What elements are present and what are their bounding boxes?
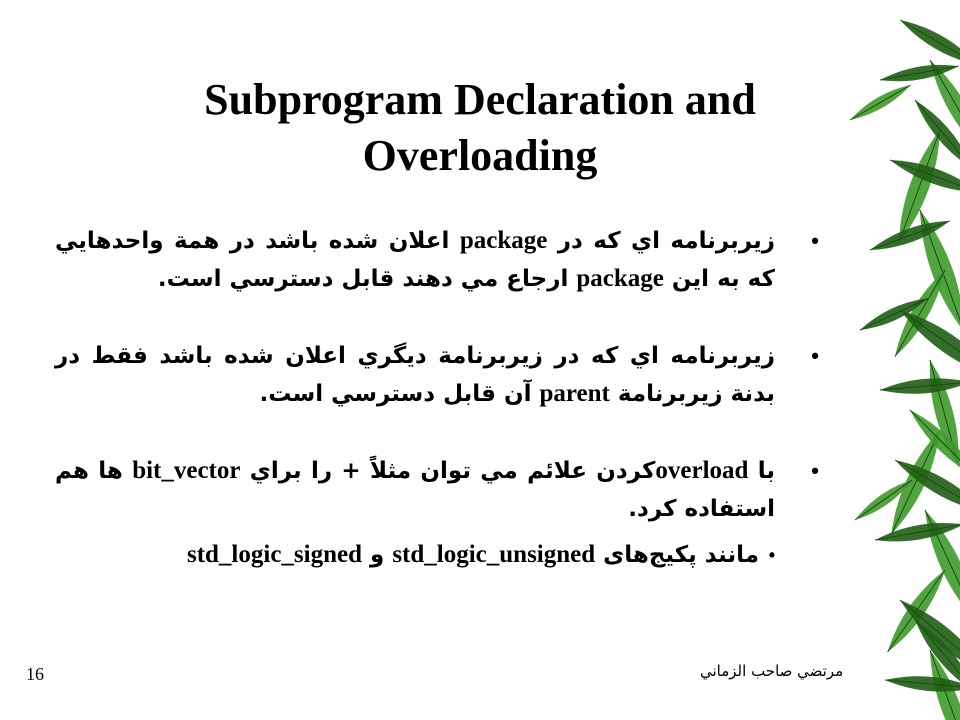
slide-title: Subprogram Declaration and Overloading xyxy=(204,75,756,180)
footer-author: مرتضي صاحب الزماني xyxy=(700,662,844,680)
bullet-text: زيربرنامه اي كه در xyxy=(547,228,775,254)
bullet-dot-icon: • xyxy=(811,458,819,483)
bullet-text: و xyxy=(362,542,393,568)
bullet-item xyxy=(55,337,825,413)
page-number: 16 xyxy=(26,664,44,684)
bullet-term: parent xyxy=(539,380,610,407)
bamboo-leaves-icon xyxy=(780,0,960,720)
sub-bullet-item xyxy=(55,536,825,574)
bullet-text: ها هم استفاده كرد. xyxy=(55,458,775,522)
bullet-text: مانند پكيج‌هاى xyxy=(595,542,759,568)
bullet-term: package xyxy=(576,265,664,292)
bullet-text: زيربرنامه اي كه در زيربرنامة ديگري اعلان شده باشد فقط در بدنة زيربرنامة xyxy=(55,343,775,407)
bullet-dot-icon: • xyxy=(811,343,819,368)
bullet-term: overload xyxy=(655,457,749,484)
bullet-text: با xyxy=(748,458,775,484)
bullet-text: اعلان شده باشد در همة واحدهايي كه به اين xyxy=(55,228,775,292)
bullet-list xyxy=(55,222,825,574)
bullet-item xyxy=(55,452,825,528)
bullet-text: كردن علائم مي توان مثلاً + را براي xyxy=(240,458,656,484)
bullet-item xyxy=(55,222,825,298)
bullet-dot-icon: • xyxy=(768,545,775,565)
bullet-term: std_logic_unsigned xyxy=(392,541,596,568)
bullet-text: ارجاع مي دهند قابل دسترسي است. xyxy=(157,266,577,292)
bullet-text: آن قابل دسترسي است. xyxy=(259,381,540,407)
bullet-term: bit_vector xyxy=(132,457,241,484)
bullet-term: std_logic_signed xyxy=(186,541,362,568)
bullet-term: package xyxy=(459,227,548,254)
bullet-dot-icon: • xyxy=(811,228,819,253)
